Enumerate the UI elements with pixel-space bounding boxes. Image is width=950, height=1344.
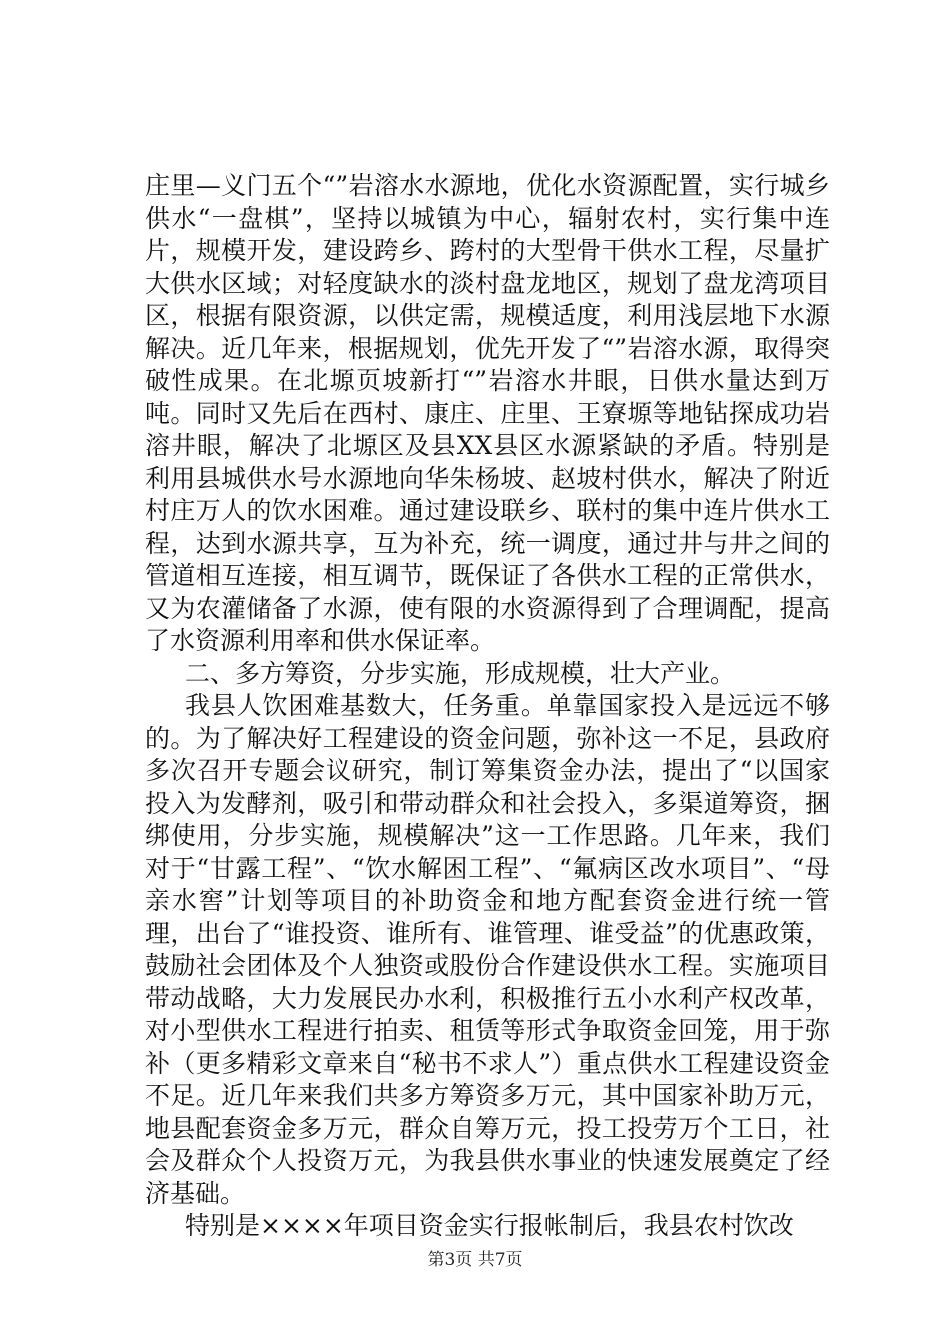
paragraph-4: 特别是××××年项目资金实行报帐制后，我县农村饮改 [185, 1211, 794, 1240]
paragraph-3: 我县人饮困难基数大，任务重。单靠国家投入是远远不够的。为了解决好工程建设的资金问题，弥补这一不足，县政府多次召开专题会议研究，制订筹集资金办法，提出了“以国家投入为发酵剂，吸引和带动群众和社会投入，多渠道筹资，捆绑使用，分步实施，规模解决”这一工作思路。几年来，我们对于“甘露工程”、“饮水解困工程”、“氟病区改水项目”、“母亲水窖”计划等项目的补助资金和地方配套资金进行统一管理，出台了“谁投资、谁所有、谁管理、谁受益”的优惠政策，鼓励社会团体及个人独资或股份合作建设供水工程。实施项目带动战略，大力发展民办水利，积极推行五小水利产权改革，对小型供水工程进行拍卖、租赁等形式争取资金回笼，用于弥补（更多精彩文章来自“秘书不求人”）重点供水工程建设资金不足。近几年来我们共多方筹资多万元，其中国家补助万元，地县配套资金多万元，群众自筹万元，投工投劳万个工日，社会及群众个人投资万元，为我县供水事业的快速发展奠定了经济基础。 [145, 691, 830, 1208]
page-footer [0, 1245, 950, 1270]
paragraph-1: 庄里—义门五个“”岩溶水水源地，优化水资源配置，实行城乡供水“一盘棋”，坚持以城镇为中心，辐射农村，实行集中连片，规模开发，建设跨乡、跨村的大型骨干供水工程，尽量扩大供水区域；对轻度缺水的淡村盘龙地区，规划了盘龙湾项目区，根据有限资源，以供定需，规模适度，利用浅层地下水源解决。近几年来，根据规划，优先开发了“”岩溶水源，取得突破性成果。在北塬页坡新打“”岩溶水井眼，日供水量达到万吨。同时又先后在西村、康庄、庄里、王寮塬等地钻探成功岩溶井眼，解决了北塬区及县XX县区水源紧缺的矛盾。特别是利用县城供水号水源地向华朱杨坡、赵坡村供水，解决了附近村庄万人的饮水困难。通过建设联乡、联村的集中连片供水工程，达到水源共享，互为补充，统一调度，通过井与井之间的管道相互连接，相互调节，既保证了各供水工程的正常供水，又为农灌储备了水源，使有限的水资源得到了合理调配，提高了水资源利用率和供水保证率。 [145, 171, 830, 655]
paragraph-heading-2: 二、多方筹资，分步实施，形成规模，壮大产业。 [185, 658, 736, 688]
page-number: 第3页 共7页 [427, 1250, 523, 1270]
document-body [145, 170, 830, 1243]
